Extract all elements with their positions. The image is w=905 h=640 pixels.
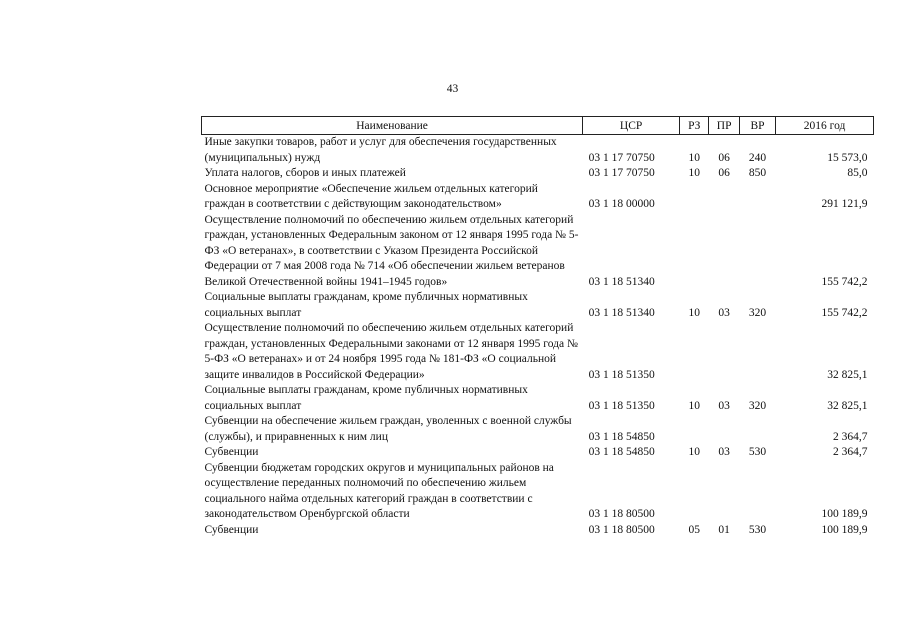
- row-amount: 85,0: [847, 167, 868, 179]
- table-row: [202, 290, 874, 321]
- row-name: Осуществление полномочий по обеспечению жильем отдельных категорий граждан, установленных Федеральным законом от 12 января 1995 года № 5-ФЗ «О ветеранах», в соответствии с Указом Президента Российской Федерации от 7 мая 2008 года № 714 «Об обеспечении жильем ветеранов Великой Отечественной войны 1941–1945 годов»: [204, 213, 579, 288]
- row-amount: 15 573,0: [827, 151, 868, 164]
- row-pr: [709, 182, 739, 213]
- table-row: [202, 414, 874, 445]
- row-vr: 320: [748, 399, 767, 412]
- row-rz: [680, 213, 709, 291]
- row-amount: 155 742,2: [821, 306, 868, 319]
- header-row: [202, 117, 874, 135]
- row-rz: 10: [688, 446, 700, 458]
- header-pr: ПР: [709, 117, 739, 135]
- row-vr: 530: [748, 523, 767, 536]
- row-pr: [709, 321, 739, 383]
- row-amount: 32 825,1: [827, 368, 868, 381]
- row-vr: 320: [748, 306, 767, 319]
- row-amount: 2 364,7: [833, 446, 868, 458]
- table-row: [202, 213, 874, 291]
- row-rz: [680, 414, 709, 445]
- row-amount: 100 189,9: [821, 508, 868, 520]
- row-vr: [739, 321, 775, 383]
- row-vr: [739, 461, 775, 523]
- row-csr: 03 1 18 80500: [588, 508, 655, 520]
- row-rz: [680, 182, 709, 213]
- row-csr: 03 1 18 00000: [588, 198, 655, 210]
- row-csr: 03 1 18 51350: [588, 368, 655, 381]
- table-row: [202, 182, 874, 213]
- row-name: Социальные выплаты гражданам, кроме публичных нормативных социальных выплат: [204, 291, 528, 319]
- row-vr: 240: [748, 151, 767, 164]
- row-name: Иные закупки товаров, работ и услуг для обеспечения государственных (муниципальных) нужд: [204, 136, 557, 164]
- table-row: [202, 383, 874, 414]
- header-name: Наименование: [202, 117, 583, 135]
- header-vr: ВР: [739, 117, 775, 135]
- table-row: [202, 321, 874, 383]
- row-csr: 03 1 18 51340: [588, 275, 655, 288]
- row-rz: 10: [688, 151, 700, 164]
- row-amount: 291 121,9: [821, 198, 868, 210]
- table-row: [202, 445, 874, 461]
- row-name: Субвенции: [204, 446, 259, 458]
- row-csr: 03 1 18 80500: [588, 523, 655, 536]
- row-csr: 03 1 17 70750: [588, 167, 655, 179]
- row-name: Субвенции: [204, 523, 259, 536]
- page-number: 43: [446, 83, 459, 95]
- row-rz: 10: [688, 167, 700, 179]
- table-row: [202, 166, 874, 182]
- row-pr: [709, 461, 739, 523]
- row-pr: [709, 213, 739, 291]
- row-csr: 03 1 18 54850: [588, 430, 655, 443]
- row-amount: 32 825,1: [827, 399, 868, 412]
- row-vr: 530: [748, 446, 767, 458]
- row-name: Социальные выплаты гражданам, кроме публичных нормативных социальных выплат: [204, 384, 528, 412]
- row-amount: 155 742,2: [821, 275, 868, 288]
- header-rz: РЗ: [680, 117, 709, 135]
- row-amount: 2 364,7: [833, 430, 868, 443]
- row-pr: 06: [718, 151, 730, 164]
- row-pr: [709, 414, 739, 445]
- row-csr: 03 1 18 51340: [588, 306, 655, 319]
- table-row: [202, 135, 874, 167]
- header-year: 2016 год: [776, 117, 874, 135]
- row-csr: 03 1 18 51350: [588, 399, 655, 412]
- header-csr: ЦСР: [583, 117, 680, 135]
- table-row: [202, 523, 874, 539]
- row-vr: [739, 182, 775, 213]
- row-vr: [739, 213, 775, 291]
- table-header: [202, 117, 874, 135]
- row-name: Уплата налогов, сборов и иных платежей: [204, 167, 406, 179]
- row-rz: 10: [688, 306, 700, 319]
- row-pr: 03: [718, 399, 730, 412]
- table-body: [202, 135, 874, 539]
- row-name: Основное мероприятие «Обеспечение жильем отдельных категорий граждан в соответствии с действующим законодательством»: [204, 182, 538, 210]
- budget-table: [201, 116, 874, 538]
- row-csr: 03 1 17 70750: [588, 151, 655, 164]
- table-row: [202, 461, 874, 523]
- row-name: Осуществление полномочий по обеспечению жильем отдельных категорий граждан, установленных Федеральными законами от 12 января 1995 года № 5-ФЗ «О ветеранах» и от 24 ноября 1995 года № 181-ФЗ «О социальной защите инвалидов в Российской Федерации»: [204, 322, 578, 381]
- row-name: Субвенции бюджетам городских округов и муниципальных районов на осуществление переданных полномочий по обеспечению жильем социального найма отдельных категорий граждан в соответствии с законодательством Оренбургской области: [204, 461, 554, 520]
- row-vr: 850: [748, 167, 767, 179]
- row-rz: 05: [688, 523, 700, 536]
- row-rz: [680, 321, 709, 383]
- row-pr: 03: [718, 306, 730, 319]
- row-amount: 100 189,9: [821, 523, 868, 536]
- row-pr: 01: [718, 523, 730, 536]
- row-csr: 03 1 18 54850: [588, 446, 655, 458]
- row-rz: [680, 461, 709, 523]
- row-name: Субвенции на обеспечение жильем граждан, уволенных с военной службы (службы), и приравненных к ним лиц: [204, 415, 572, 443]
- row-vr: [739, 414, 775, 445]
- row-pr: 03: [718, 446, 730, 458]
- row-rz: 10: [688, 399, 700, 412]
- row-pr: 06: [718, 167, 730, 179]
